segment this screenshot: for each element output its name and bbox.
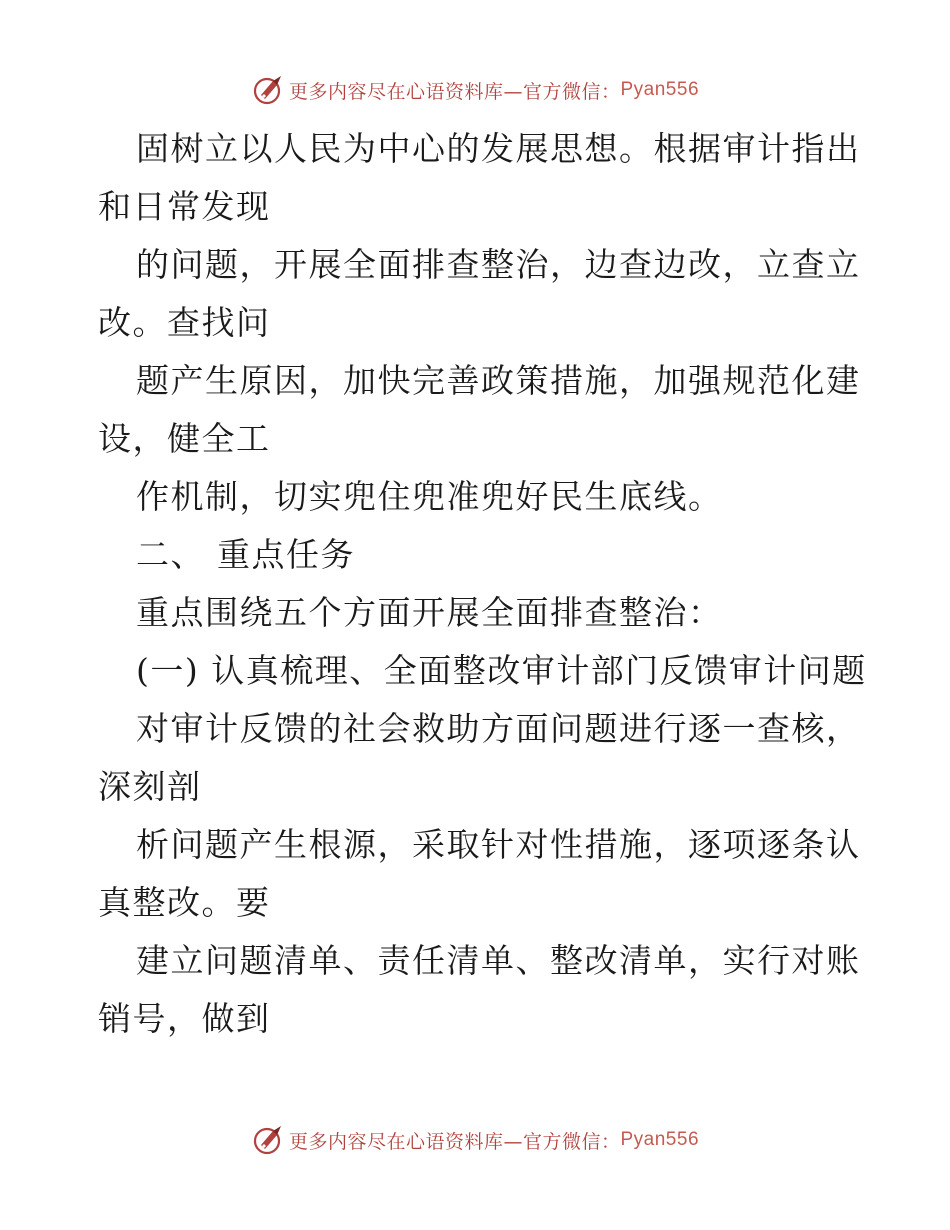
pen-nib-circle-icon — [251, 73, 285, 107]
body-line: 对审计反馈的社会救助方面问题进行逐一查核， — [136, 709, 861, 748]
body-line: 改。查找问 — [98, 303, 271, 342]
body-line: 设，健全工 — [98, 419, 271, 458]
footer-watermark-banner — [0, 1120, 950, 1160]
body-line: 销号，做到 — [98, 999, 271, 1038]
body-line: 真整改。要 — [98, 883, 271, 922]
body-line: 建立问题清单、责任清单、整改清单，实行对账 — [136, 941, 861, 980]
body-line: 重点围绕五个方面开展全面排查整治： — [136, 593, 723, 632]
body-line: 和日常发现 — [98, 187, 271, 226]
body-line: 固树立以人民为中心的发展思想。根据审计指出 — [136, 129, 861, 168]
banner-text: 更多内容尽在心语资料库—官方微信： — [288, 80, 621, 103]
document-body — [98, 120, 867, 1048]
pen-nib-circle-icon — [251, 1123, 285, 1157]
header-watermark-banner — [0, 70, 950, 110]
body-line: 作机制，切实兜住兜准兜好民生底线。 — [136, 477, 723, 516]
subsection-heading: (一) 认真梳理、全面整改审计部门反馈审计问题 — [136, 651, 867, 690]
banner-text: 更多内容尽在心语资料库—官方微信： — [288, 1130, 621, 1153]
wechat-id: Pyan556 — [620, 79, 700, 100]
wechat-id: Pyan556 — [620, 1129, 700, 1150]
body-line: 深刻剖 — [98, 767, 202, 806]
body-line: 的问题，开展全面排查整治，边查边改，立查立 — [136, 245, 861, 284]
body-line: 析问题产生根源，采取针对性措施，逐项逐条认 — [136, 825, 861, 864]
body-line: 题产生原因，加快完善政策措施，加强规范化建 — [136, 361, 861, 400]
section-heading: 二、 重点任务 — [136, 535, 355, 574]
